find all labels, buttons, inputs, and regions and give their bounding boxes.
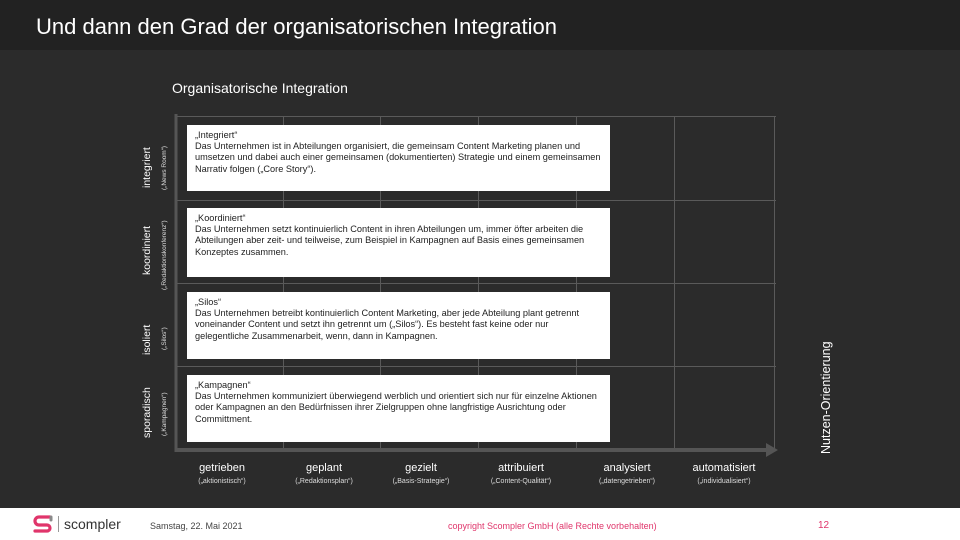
y-sublabel-isoliert: („Silos“) (161, 327, 168, 350)
card-title: „Integriert“ (195, 130, 238, 140)
x-label-gezielt: gezielt („Basis-Strategie“) (392, 462, 450, 485)
scompler-s-icon (32, 514, 54, 534)
y-sublabel-koordiniert: („Redaktionskonferenz“) (161, 220, 168, 290)
card-integriert (187, 125, 610, 191)
y-sublabel-sporadisch: („Kampagnen“) (161, 392, 168, 436)
right-axis-label: Nutzen-Orientierung (819, 341, 833, 454)
footer-copyright: copyright Scompler GmbH (alle Rechte vorbehalten) (448, 521, 657, 531)
card-text: Das Unternehmen setzt kontinuierlich Content in ihren Abteilungen um, immer öfter arbeiten die Abteilungen aber zeit- und teilweise, zum Beispiel in Kampagnen auf Basis eines gemeinsamen Konzeptes zusammen. (195, 224, 585, 257)
card-title: „Koordiniert“ (195, 213, 246, 223)
x-label-getrieben: getrieben („aktionistisch“) (198, 462, 246, 485)
x-axis-arrow-icon (766, 443, 778, 457)
y-label-isoliert: isoliert (141, 324, 153, 355)
grid-line (176, 200, 776, 201)
grid-line (176, 366, 776, 367)
grid-line (774, 116, 775, 450)
card-kampagnen (187, 375, 610, 442)
grid-line (176, 283, 776, 284)
slide-title: Und dann den Grad der organisatorischen Integration (36, 14, 558, 39)
scompler-logo[interactable] (32, 514, 121, 534)
chart-subtitle: Organisatorische Integration (172, 80, 348, 96)
y-label-main: integriert (141, 147, 153, 188)
x-label-analysiert: analysiert („datengetrieben“) (598, 462, 656, 485)
logo-text: scompler (58, 516, 121, 532)
card-title: „Silos“ (195, 297, 222, 307)
page-number: 12 (818, 520, 830, 531)
card-text: Das Unternehmen betreibt kontinuierlich Content Marketing, aber jede Abteilung plant getrennt voneinander Content und setzt ihn getrennt um („Silos“). Es besteht fast keine oder nur gelegentliche Zusammenarbeit, wenn, dann in Kampagnen. (195, 308, 580, 341)
grid-line (674, 116, 675, 450)
card-title: „Kampagnen“ (195, 380, 251, 390)
footer (0, 508, 960, 540)
footer-date: Samstag, 22. Mai 2021 (150, 521, 243, 531)
x-label-attribuiert: attribuiert („Content-Qualität“) (490, 462, 552, 485)
y-label-sporadisch: sporadisch (141, 387, 153, 438)
x-label-geplant: geplant („Redaktionsplan“) (295, 462, 353, 485)
y-label-koordiniert: koordiniert (141, 225, 153, 275)
x-label-automatisiert: automatisiert („individualisiert“) (692, 462, 756, 485)
title-bar (0, 0, 960, 50)
grid-line (176, 116, 776, 117)
card-text: Das Unternehmen kommuniziert überwiegend werblich und orientiert sich nur für einzelne Aktionen oder Kampagnen an den Bedürfnissen ihrer Zielgruppen ohne langfristige Ausrichtung oder Committment. (195, 391, 597, 424)
y-sublabel-integriert: („News Room“) (161, 145, 168, 190)
card-silos (187, 292, 610, 359)
card-koordiniert (187, 208, 610, 277)
card-text: Das Unternehmen ist in Abteilungen organisiert, die gemeinsam Content Marketing planen und umsetzen und dabei auch einer gemeinsamen (dokumentierten) Strategie und einem gemeinsamen Narrativ folgen („Core Story“). (195, 141, 601, 174)
